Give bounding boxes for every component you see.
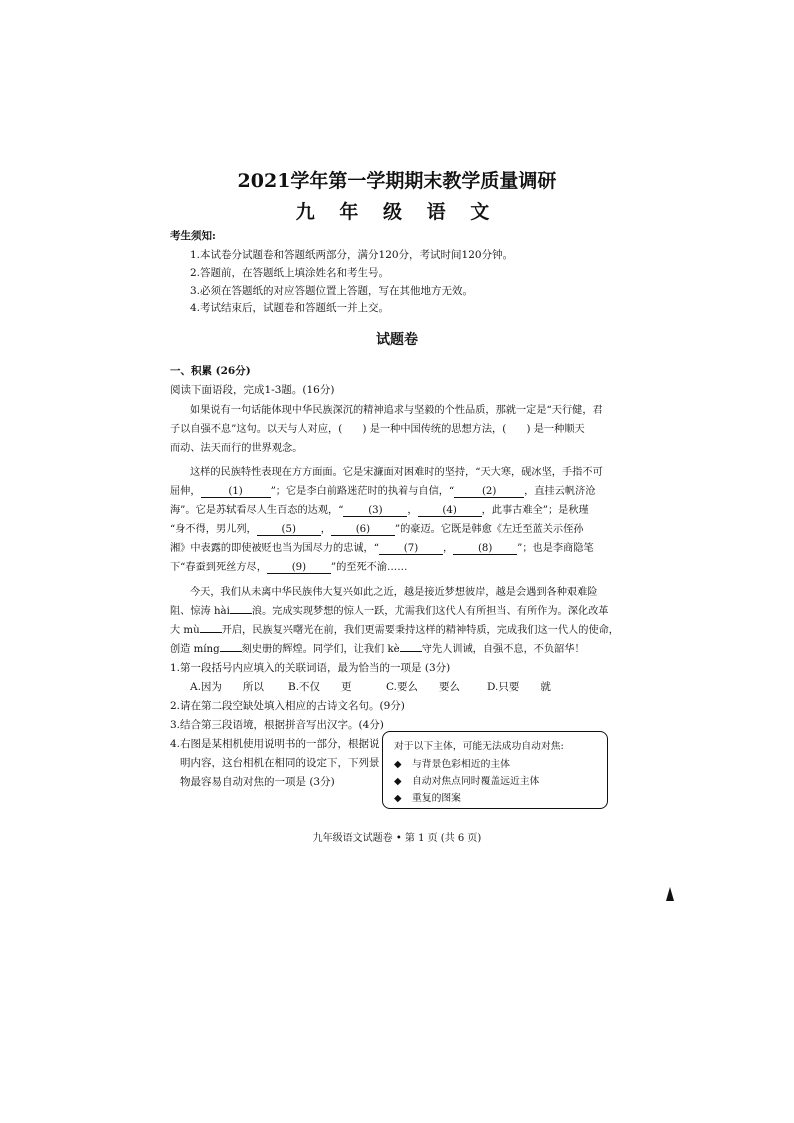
box-item-text: 与背景色彩相近的主体 xyxy=(412,759,510,770)
blank-5: (5) xyxy=(257,524,321,536)
text: ”；它是李白前路迷茫时的执着与自信，“ xyxy=(270,486,455,497)
text: 下“春蚕到死丝方尽， xyxy=(170,562,267,573)
box-item-text: 重复的图案 xyxy=(412,793,461,804)
question-4-line2: 明内容，这台相机在相同的设定下，下列景 xyxy=(180,757,380,769)
notice-item-2: 2.答题前，在答题纸上填涂姓名和考生号。 xyxy=(190,267,390,279)
question-4-line1: 4.右图是某相机使用说明书的一部分，根据说 xyxy=(170,738,380,750)
text: 湘》中表露的即使被贬也当为国尽力的忠诚，“ xyxy=(170,543,379,554)
text: 浪。完成实现梦想的惊人一跃，尤需我们这代人有所担当、有所作为。深化改革 xyxy=(251,606,609,617)
text: ”的至死不渝…… xyxy=(330,562,408,573)
para2-line1: 这样的民族特性表现在方方面面。它是宋濂面对困难时的坚持，“天大寒，砚冰坚，手指不可 xyxy=(190,467,603,478)
question-3: 3.结合第三段语境，根据拼音写出汉字。(4分) xyxy=(170,719,384,731)
blank-2: (2) xyxy=(454,486,524,498)
blank-4: (4) xyxy=(418,505,482,517)
box-item-3 xyxy=(394,790,461,804)
camera-manual-box xyxy=(382,731,608,809)
box-item-text: 自动对焦点同时覆盖远近主体 xyxy=(412,776,540,787)
text: ”；也是李商隐笔 xyxy=(517,543,594,554)
part1-heading: 一、积累 (26分) xyxy=(170,365,251,377)
blank-3: (3) xyxy=(343,505,407,517)
para3-line1: 今天，我们从未离中华民族伟大复兴如此之近，越是接近梦想彼岸，越是会遇到各种艰难险 xyxy=(190,587,598,598)
notice-item-1: 1.本试卷分试题卷和答题纸两部分，满分120分，考试时间120分钟。 xyxy=(190,249,514,261)
para2-line4: “身不得，男儿列， (5) ， (6) ”的豪迈。它既是韩愈《左迁至蓝关示侄孙 xyxy=(170,524,584,535)
text: 守先人训诫，自强不息，不负韶华！ xyxy=(421,644,585,655)
bullet-icon: ◆ xyxy=(394,776,402,787)
box-heading: 对于以下主体，可能无法成功自动对焦: xyxy=(394,741,564,752)
text: ，直挂云帆济沧 xyxy=(524,486,596,497)
para1-line1: 如果说有一句话能体现中华民族深沉的精神追求与坚毅的个性品质，那就一定是“天行健，君 xyxy=(190,405,603,416)
para2-line2 xyxy=(170,482,595,498)
q1-option-d: D.只要 就 xyxy=(487,681,551,693)
text: 屈伸， xyxy=(170,486,201,497)
exam-subtitle: 九 年 级 语 文 xyxy=(295,201,499,223)
bullet-icon: ◆ xyxy=(394,793,402,804)
section-title: 试题卷 xyxy=(376,332,418,348)
bullet-icon: ◆ xyxy=(394,759,402,770)
para3-line4 xyxy=(170,640,585,655)
box-item-1 xyxy=(394,756,510,770)
text: 海”。它是苏轼看尽人生百态的达观，“ xyxy=(170,505,344,516)
box-item-2 xyxy=(394,773,539,787)
reading-intro: 阅读下面语段，完成1-3题。(16分) xyxy=(170,384,335,396)
para1-line2: 子以自强不息”这句。以天与人对应，( ) 是一种中国传统的思想方法，( ) 是一种顺天 xyxy=(170,424,585,435)
text: 大 mù xyxy=(170,625,200,636)
text: 刻史册的辉煌。同学们，让我们 kè xyxy=(241,644,400,655)
q1-option-b: B.不仅 更 xyxy=(288,681,352,693)
page-footer: 九年级语文试题卷 • 第 1 页 (共 6 页) xyxy=(312,833,482,844)
question-1: 1.第一段括号内应填入的关联词语，最为恰当的一项是 (3分) xyxy=(170,662,451,674)
text: 开启，民族复兴曙光在前，我们更需要秉持这样的精神特质，完成我们这一代人的使命， xyxy=(221,625,619,636)
scan-mark-icon xyxy=(666,887,674,901)
notice-item-4: 4.考试结束后，试题卷和答题纸一并上交。 xyxy=(190,302,390,314)
para2-line6 xyxy=(170,558,407,574)
q1-option-c: C.要么 要么 xyxy=(386,681,460,693)
para3-line3 xyxy=(170,621,619,636)
exam-title: 2021学年第一学期期末教学质量调研 xyxy=(237,170,557,192)
text: 创造 míng xyxy=(170,644,220,655)
notice-heading: 考生须知: xyxy=(170,230,216,242)
text: 阻、惊涛 hài xyxy=(170,606,230,617)
para2-line5: 湘》中表露的即使被贬也当为国尽力的忠诚，“ (7) ， (8) ”；也是李商隐笔 xyxy=(170,543,594,554)
blank-6: (6) xyxy=(331,524,395,536)
para3-line2 xyxy=(170,602,608,617)
pinyin-blank-mu xyxy=(200,632,222,633)
text: “身不得，男儿列， xyxy=(170,524,257,535)
question-4-line3: 物最容易自动对焦的一项是 (3分) xyxy=(180,776,335,788)
pinyin-blank-ke xyxy=(400,651,422,652)
para1-line3: 而动、法天而行的世界观念。 xyxy=(170,443,303,454)
text: ，此事古难全”；是秋瑾 xyxy=(481,505,589,516)
notice-item-3: 3.必须在答题纸的对应答题位置上答题，写在其他地方无效。 xyxy=(190,285,474,297)
q1-option-a: A.因为 所以 xyxy=(190,681,264,693)
para2-line3: 海”。它是苏轼看尽人生百态的达观，“ (3) ， (4) ，此事古难全”；是秋瑾 xyxy=(170,505,589,516)
blank-8: (8) xyxy=(453,543,517,555)
text: ”的豪迈。它既是韩愈《左迁至蓝关示侄孙 xyxy=(394,524,584,535)
question-2: 2.请在第二段空缺处填入相应的古诗文名句。(9分) xyxy=(170,700,405,712)
pinyin-blank-ming xyxy=(220,651,242,652)
blank-9: (9) xyxy=(267,562,331,574)
blank-1: (1) xyxy=(201,486,271,498)
blank-7: (7) xyxy=(379,543,443,555)
pinyin-blank-hai xyxy=(230,613,252,614)
